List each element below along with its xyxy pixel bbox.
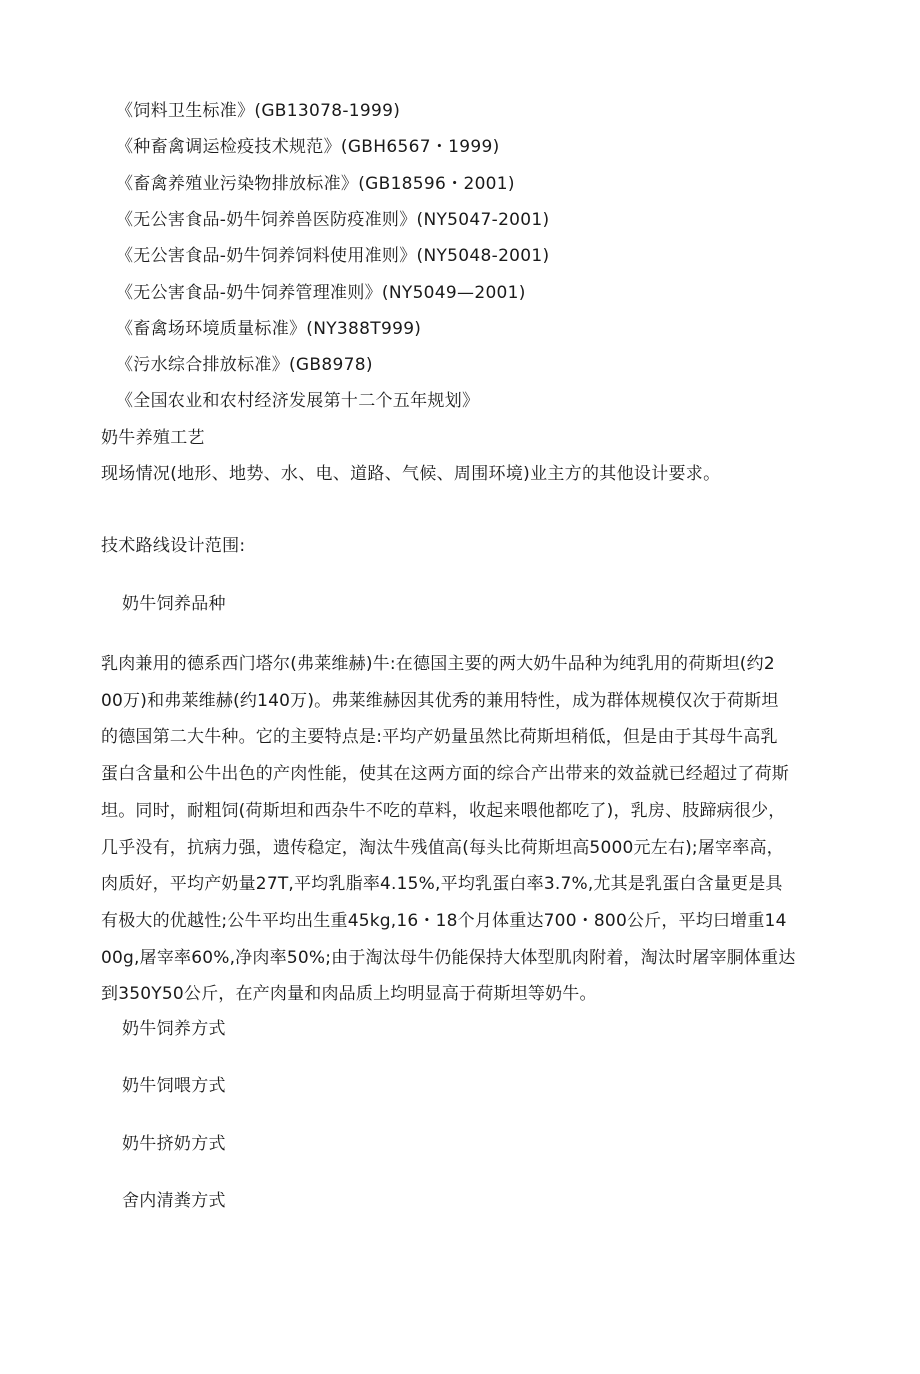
feeding-system-heading: 奶牛饲养方式 — [122, 1019, 226, 1039]
reference-item: 《畜禽养殖业污染物排放标准》(GB18596・2001) — [116, 174, 515, 194]
paragraph-line: 的德国第二大牛种。它的主要特点是:平均产奶量虽然比荷斯坦稍低，但是由于其母牛高乳 — [101, 727, 778, 748]
feeding-method-heading: 奶牛饲喂方式 — [122, 1076, 226, 1096]
reference-item: 《畜禽场环境质量标准》(NY388T999) — [116, 319, 422, 339]
reference-item: 《全国农业和农村经济发展第十二个五年规划》 — [116, 391, 480, 411]
manure-cleaning-heading: 舍内清粪方式 — [122, 1191, 226, 1211]
paragraph-line: 蛋白含量和公牛出色的产肉性能，使其在这两方面的综合产出带来的效益就已经超过了荷斯 — [101, 764, 789, 785]
milking-method-heading: 奶牛挤奶方式 — [122, 1134, 226, 1154]
paragraph-line: 几乎没有，抗病力强，遗传稳定，淘汰牛残值高(每头比荷斯坦高5000元左右);屠宰率高， — [101, 837, 784, 858]
paragraph-line: 有极大的优越性;公牛平均出生重45kg,16・18个月体重达700・800公斤，平均曰增重14 — [101, 910, 787, 931]
site-conditions-text: 现场情况(地形、地势、水、电、道路、气候、周围环境)业主方的其他设计要求。 — [101, 464, 721, 484]
reference-item: 《无公害食品-奶牛饲养管理准则》(NY5049—2001) — [116, 283, 526, 303]
reference-item: 《污水综合排放标准》(GB8978) — [116, 355, 373, 375]
paragraph-line: 肉质好，平均产奶量27T,平均乳脂率4.15%,平均乳蛋白率3.7%,尤其是乳蛋白含量更是具 — [101, 874, 783, 895]
process-heading: 奶牛养殖工艺 — [101, 428, 205, 448]
paragraph-line: 乳肉兼用的德系西门塔尔(弗莱维赫)牛:在德国主要的两大奶牛品种为纯乳用的荷斯坦(约2 — [101, 654, 775, 674]
paragraph-line: 00g,屠宰率60%,净肉率50%;由于淘汰母牛仍能保持大体型肌肉附着，淘汰时屠宰胴体重达 — [101, 947, 796, 968]
reference-item: 《无公害食品-奶牛饲养饲料使用准则》(NY5048-2001) — [116, 246, 550, 266]
breed-paragraph — [101, 646, 821, 1013]
paragraph-line: 00万)和弗莱维赫(约140万)。弗莱维赫因其优秀的兼用特性，成为群体规模仅次于荷斯坦 — [101, 690, 779, 711]
reference-item: 《饲料卫生标准》(GB13078-1999) — [116, 101, 401, 121]
reference-item: 《种畜禽调运检疫技术规范》(GBH6567・1999) — [116, 137, 500, 157]
breed-heading: 奶牛饲养品种 — [122, 594, 226, 614]
scope-heading: 技术路线设计范围: — [101, 536, 246, 556]
paragraph-line: 到350Y50公斤，在产肉量和肉品质上均明显高于荷斯坦等奶牛。 — [101, 984, 597, 1005]
paragraph-line: 坦。同时，耐粗饲(荷斯坦和西杂牛不吃的草料，收起来喂他都吃了)，乳房、肢蹄病很少， — [101, 800, 786, 821]
reference-item: 《无公害食品-奶牛饲养兽医防疫准则》(NY5047-2001) — [116, 210, 550, 230]
